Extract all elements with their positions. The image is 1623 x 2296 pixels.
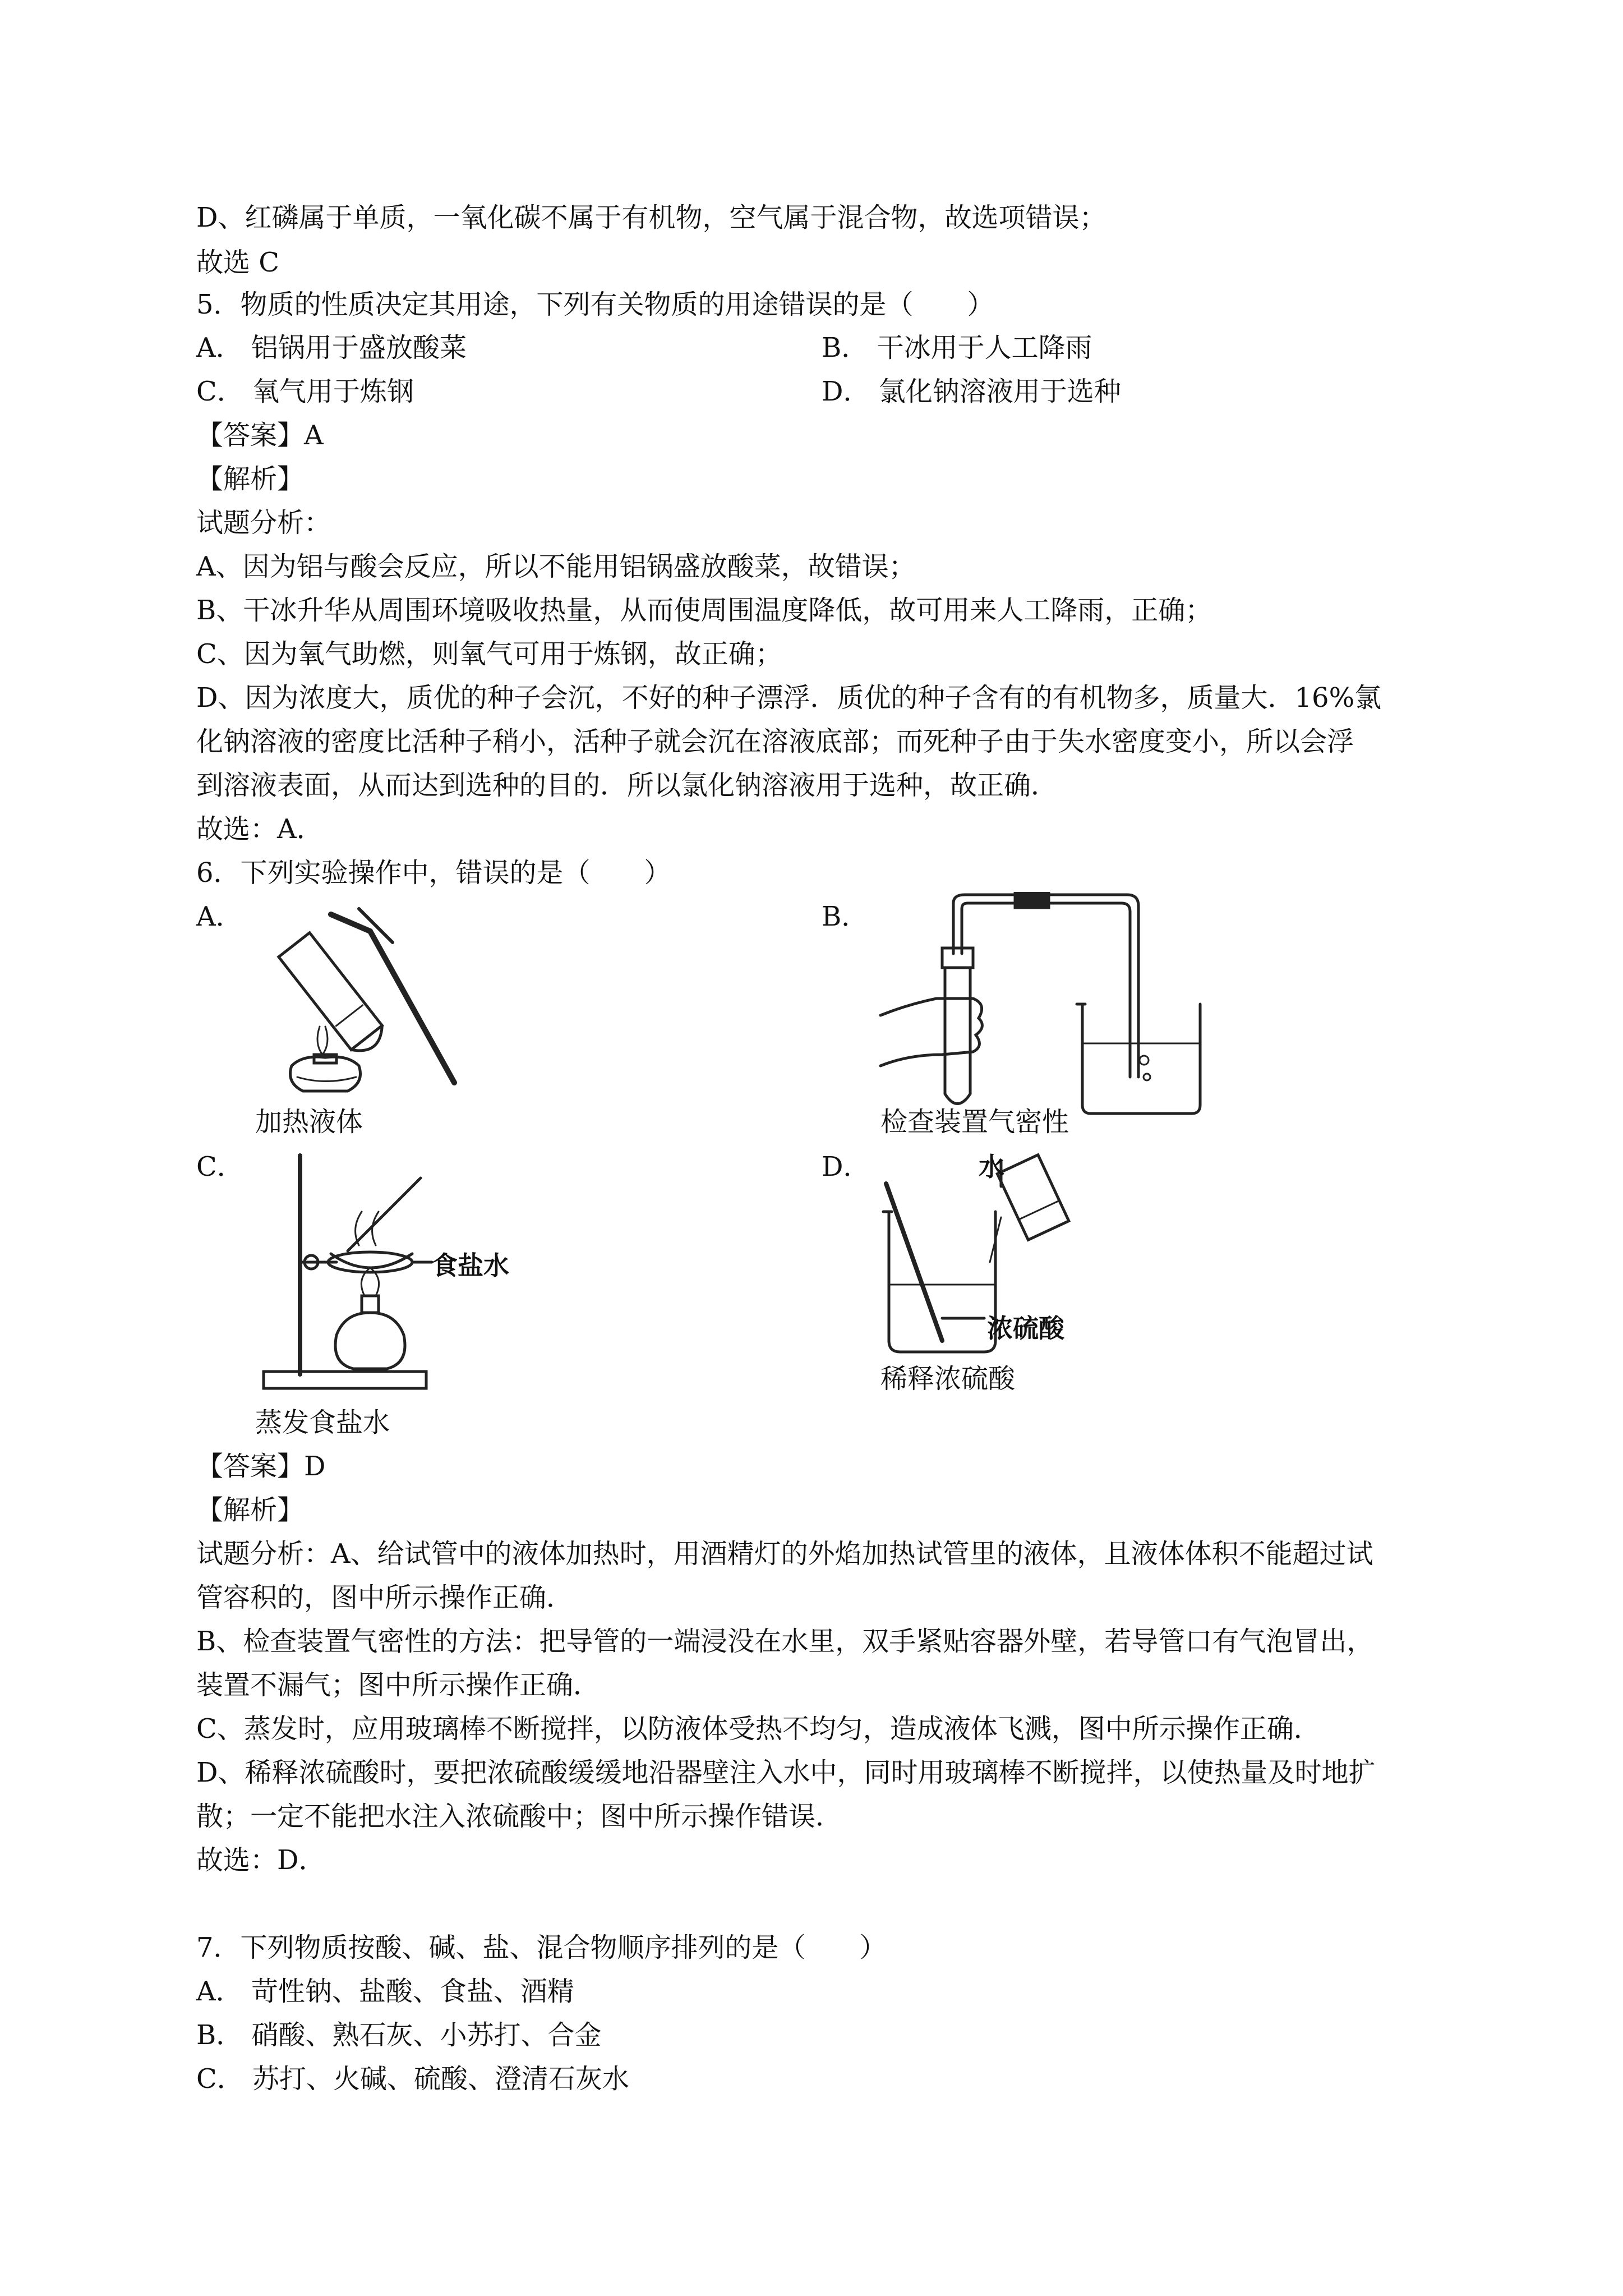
q5-option-c: C． 氧气用于炼钢: [196, 376, 414, 407]
figure-airtightness-check: [875, 892, 1223, 1116]
q5-analysis-line: B、干冰升华从周围环境吸收热量，从而使周围温度降低，故可用来人工降雨，正确；: [196, 595, 1212, 626]
q5-analysis-line: 化钠溶液的密度比活种子稍小，活种子就会沉在溶液底部；而死种子由于失水密度变小，所以会浮: [196, 726, 1354, 757]
q5-option-b: B． 干冰用于人工降雨: [822, 332, 1092, 364]
q7-option-a: A． 苛性钠、盐酸、食盐、酒精: [196, 1976, 574, 2007]
q7-stem: 7．下列物质按酸、碱、盐、混合物顺序排列的是（ ）: [196, 1932, 887, 1963]
figure-label-salt-water: 食盐水: [432, 1250, 509, 1281]
q5-answer: 【答案】A: [196, 420, 324, 451]
q6-choice: 故选：D．: [196, 1844, 326, 1876]
q5-stem: 5．物质的性质决定其用途，下列有关物质的用途错误的是（ ）: [196, 289, 994, 320]
q6-analysis-head: 【解析】: [196, 1494, 305, 1526]
q6-analysis-line: 试题分析：A、给试管中的液体加热时，用酒精灯的外焰加热试管里的液体，且液体体积不能超过试: [196, 1538, 1373, 1570]
figure-label-conc-acid: 浓硫酸: [987, 1313, 1064, 1343]
q6-label-d: D．: [822, 1151, 870, 1182]
q5-choice: 故选：A．: [196, 813, 324, 845]
q7-option-b: B． 硝酸、熟石灰、小苏打、合金: [196, 2019, 602, 2051]
q5-option-d: D． 氯化钠溶液用于选种: [822, 376, 1121, 407]
q5-analysis-line: A、因为铝与酸会反应，所以不能用铝锅盛放酸菜，故错误；: [196, 551, 916, 582]
q6-caption-a: 加热液体: [255, 1106, 363, 1138]
q6-caption-d: 稀释浓硫酸: [880, 1363, 1016, 1395]
q6-label-b: B．: [822, 901, 869, 932]
q6-stem: 6．下列实验操作中，错误的是（ ）: [196, 857, 671, 889]
q6-answer: 【答案】D: [196, 1451, 326, 1482]
q6-analysis-line: B、检查装置气密性的方法：把导管的一端浸没在水里，双手紧贴容器外壁，若导管口有气泡冒出，: [196, 1626, 1374, 1657]
q6-analysis-line: 装置不漏气；图中所示操作正确．: [196, 1669, 601, 1701]
q5-analysis-label: 试题分析：: [196, 507, 331, 539]
q5-analysis-line: D、因为浓度大，质优的种子会沉，不好的种子漂浮．质优的种子含有的有机物多，质量大．16%氯: [196, 682, 1382, 714]
q6-analysis-line: D、稀释浓硫酸时，要把浓硫酸缓缓地沿器壁注入水中，同时用玻璃棒不断搅拌，以使热量及时地扩: [196, 1757, 1376, 1788]
q6-analysis-line: C、蒸发时，应用玻璃棒不断搅拌，以防液体受热不均匀，造成液体飞溅，图中所示操作正确．: [196, 1713, 1321, 1745]
q6-analysis-line: 散；一定不能把水注入浓硫酸中；图中所示操作错误．: [196, 1801, 843, 1832]
q5-analysis-line: 到溶液表面，从而达到选种的目的．所以氯化钠溶液用于选种，故正确．: [196, 770, 1058, 801]
prev-d-explanation: D、红磷属于单质，一氧化碳不属于有机物，空气属于混合物，故选项错误；: [196, 202, 1106, 233]
q7-option-c: C． 苏打、火碱、硫酸、澄清石灰水: [196, 2063, 629, 2095]
prev-choice: 故选 C: [196, 247, 279, 278]
figure-label-water: 水: [979, 1152, 1004, 1182]
q6-label-a: A．: [196, 901, 243, 932]
q6-analysis-line: 管容积的，图中所示操作正确．: [196, 1582, 574, 1613]
q6-caption-b: 检查装置气密性: [880, 1106, 1069, 1138]
q5-analysis-line: C、因为氧气助燃，则氧气可用于炼钢，故正确；: [196, 638, 782, 670]
q5-option-a: A． 铝锅用于盛放酸菜: [196, 332, 467, 364]
figure-heating-liquid: [247, 898, 471, 1111]
q5-analysis-head: 【解析】: [196, 463, 305, 495]
q6-caption-c: 蒸发食盐水: [255, 1407, 390, 1438]
q6-label-c: C．: [196, 1151, 244, 1182]
